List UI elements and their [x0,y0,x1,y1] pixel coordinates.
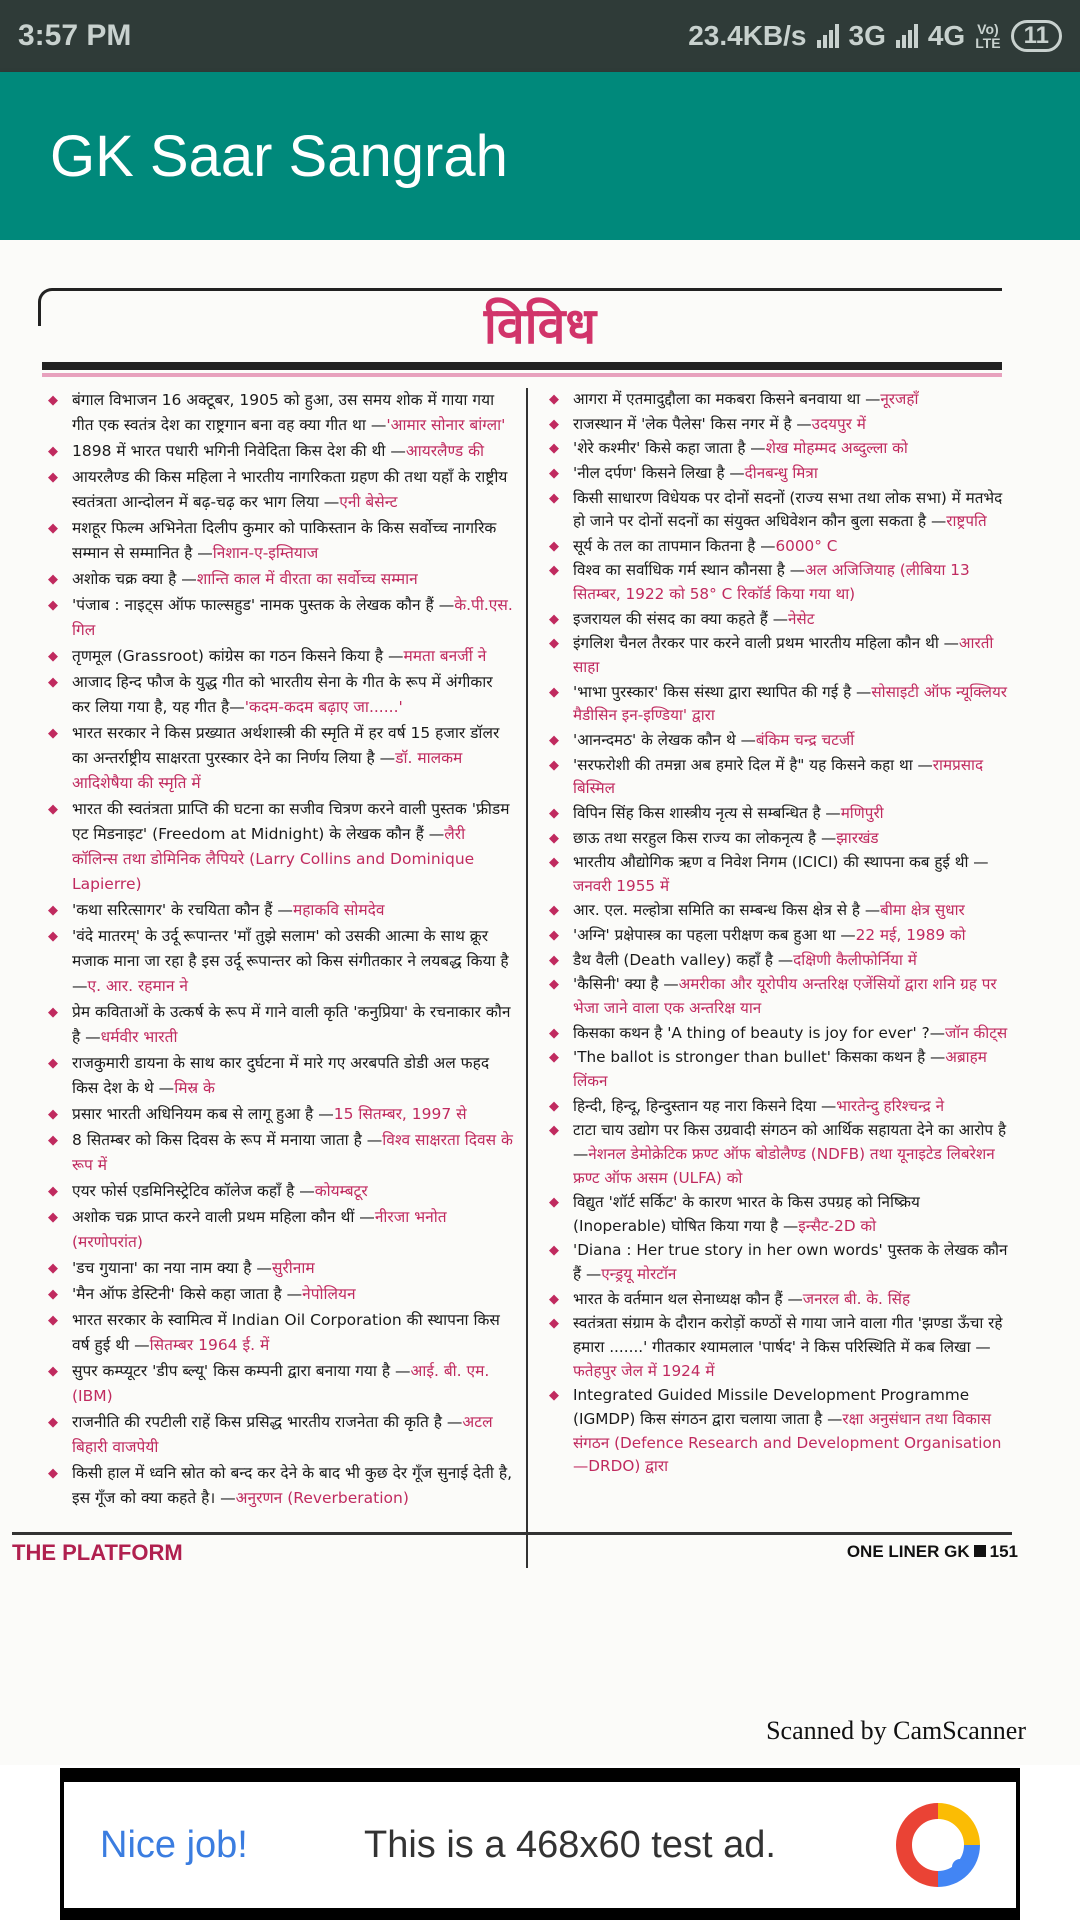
question-item [545,1191,1010,1238]
question-text: भारत सरकार के स्वामित्व में Indian Oil Corporation की स्थापना किस वर्ष हुई थी — [72,1311,500,1354]
question-item [44,1205,514,1255]
bullet-icon: ◆ [48,1210,58,1225]
question-text: भारतीय औद्योगिक ऋण व निवेश निगम (ICICI) की स्थापना कब हुई थी — [573,853,989,872]
question-text: 1898 में भारत पधारी भगिनी निवेदिता किस देश की थी — [72,442,406,460]
answer-text: नीरजा भनोत (मरणोपरांत) [72,1208,447,1251]
answer-text: अनुरणन (Reverberation) [235,1489,409,1507]
square-icon [974,1545,986,1557]
ad-banner-frame [60,1768,1020,1920]
answer-text: इन्सैट-2D को [798,1216,877,1235]
left-question-list [44,388,514,1511]
question-text: 'डच गुयाना' का नया नाम क्या है — [72,1259,272,1277]
bullet-icon: ◆ [48,444,58,459]
left-column [44,388,514,1512]
answer-text: बंकिम चन्द्र चटर्जी [755,730,855,749]
question-text: एयर फोर्स एडमिनिस्ट्रेटिव कॉलेज कहाँ है — [72,1182,315,1200]
bullet-icon: ◆ [48,1107,58,1122]
bullet-icon: ◆ [48,929,58,944]
question-text: 'सरफरोशी की तमन्ना अब हमारे दिल में है" यह किसने कहा था — [573,755,933,774]
question-item [545,1384,1010,1479]
answer-text: मणिपुरी [840,803,884,822]
question-text: मशहूर फिल्म अभिनेता दिलीप कुमार को पाकिस्तान के किस सर्वोच्च नागरिक सम्मान से सम्मानित है — [72,519,497,562]
bullet-icon: ◆ [549,465,559,481]
answer-text: झारखंड [836,828,879,847]
bullet-icon: ◆ [48,1466,58,1481]
answer-text: मिस्र के [174,1079,215,1097]
question-item [545,462,1010,486]
answer-text: महाकवि सोमदेव [292,901,385,919]
answer-text: नेशनल डेमोक्रेटिक फ्रण्ट ऑफ बोडोलैण्ड (NDFB) तथा यूनाइटेड लिबरेशन फ्रण्ट ऑफ असम (ULFA) को [573,1144,995,1187]
question-item [44,797,514,897]
bullet-icon: ◆ [549,392,559,407]
app-bar [0,72,1080,240]
question-item [545,754,1010,801]
answer-text: जॉन कीट्स [944,1023,1008,1042]
question-item [44,1128,514,1178]
answer-text: आई. बी. एम. (IBM) [72,1362,490,1405]
question-text: भारत के वर्तमान थल सेनाध्यक्ष कौन हैं — [573,1289,803,1308]
question-item [545,1239,1010,1286]
bullet-icon: ◆ [549,441,559,457]
question-text: आर. एल. मल्होत्रा समिति का सम्बन्ध किस क्षेत्र से है — [573,901,881,920]
bullet-icon: ◆ [549,977,559,993]
question-item [44,1179,514,1204]
question-text: 'Diana : Her true story in her own words' पुस्तक के लेखक कौन हैं — [573,1241,1008,1284]
question-text: छाऊ तथा सरहुल किस राज्य का लोकनृत्य है — [573,828,837,847]
answer-text: नूरजहाँ [880,390,919,408]
question-item [44,388,514,438]
answer-text: दीनबन्धु मित्रा [744,463,818,482]
bullet-icon: ◆ [549,928,559,944]
question-item [545,681,1010,728]
question-text: डैथ वैली (Death valley) कहाँ है — [573,950,794,969]
question-text: किसी साधारण विधेयक पर दोनों सदनों (राज्य सभा तथा लोक सभा) में मतभेद हो जाने पर दोनों सदनों का संयुक्त अधिवेशन कौन बुला सकता है — [573,488,1003,531]
answer-text: डॉ. मालकम आदिशेषैया की स्मृति में [72,749,463,792]
battery-icon: 11 [1011,20,1062,52]
answer-text: धर्मवीर भारती [100,1028,178,1046]
answer-text: नेसेट [787,609,815,628]
question-item [44,1359,514,1409]
answer-text: बीमा क्षेत्र सुधार [880,901,965,920]
question-text: 'भाभा पुरस्कार' किस संस्था द्वारा स्थापित की गई है — [573,682,872,701]
ad-text[interactable]: This is a 468x60 test ad. [364,1823,776,1866]
app-title: GK Saar Sangrah [50,123,508,189]
bullet-icon: ◆ [48,598,58,613]
bullet-icon: ◆ [549,1316,559,1332]
question-text: राजनीति की रपटीली राहें किस प्रसिद्ध भारतीय राजनेता की कृति है — [72,1413,463,1431]
bullet-icon: ◆ [48,521,58,536]
bullet-icon: ◆ [48,470,58,485]
question-item [545,1288,1010,1312]
question-text: किसका कथन है 'A thing of beauty is joy for ever' ?— [573,1023,945,1042]
question-item [44,465,514,515]
answer-text: अमरीका और यूरोपीय अन्तरिक्ष एजेंसियों द्वारा शनि ग्रह पर भेजा जाने वाला एक अन्तरिक्ष यान [573,975,997,1018]
question-text: विद्युत 'शॉर्ट सर्किट' के कारण भारत के किस उपग्रह को निष्क्रिय (Inoperable) घोषित किया गया है — [573,1193,920,1235]
question-text: भारत की स्वतंत्रता प्राप्ति की घटना का सजीव चित्रण करने वाली पुस्तक 'फ्रीडम एट मिडनाइट' (Freedom at Midnight) के लेखक कौन हैं — [72,800,510,843]
column-divider [526,388,528,1568]
answer-text: जनवरी 1955 में [573,876,670,895]
question-item [44,516,514,566]
question-text: 'आनन्दमठ' के लेखक कौन थे — [573,730,756,749]
answer-text: फतेहपुर जेल में 1924 में [573,1361,715,1380]
question-text: भारत सरकार ने किस प्रख्यात अर्थशास्त्री की स्मृति में हर वर्ष 15 हजार डॉलर का अन्तर्राष्ट्रीय साक्षरता पुरस्कार देने का निर्णय लिया है — [72,724,500,767]
question-item [545,949,1010,973]
answer-text: भारतेन्दु हरिश्चन्द्र ने [836,1096,945,1115]
question-item [545,827,1010,851]
question-text: 'कैसिनी' क्या है — [573,975,679,994]
question-text: प्रेम कविताओं के उत्कर्ष के रूप में गाने वाली कृति 'कनुप्रिया' के रचनाकार कौन है — [72,1003,511,1046]
question-text: तृणमूल (Grassroot) कांग्रेस का गठन किसने किया है — [72,647,404,665]
bullet-icon: ◆ [549,563,559,579]
answer-text: आयरलैण्ड की [405,442,485,460]
question-text: इजरायल की संसद का क्या कहते हैं — [573,609,788,628]
answer-text: लैरी कॉलिन्स तथा डोमिनिक लैपियरे (Larry Collins and Dominique Lapierre) [72,825,475,893]
question-item [545,1022,1010,1046]
question-text: हिन्दी, हिन्दू, हिन्दुस्तान यह नारा किसने दिया — [573,1096,837,1115]
ad-headline[interactable]: Nice job! [100,1823,248,1866]
answer-text: एन्ड्रयू मोरटॉन [601,1265,677,1284]
network-speed: 23.4KB/s [688,20,807,51]
question-text: बंगाल विभाजन 16 अक्टूबर, 1905 को हुआ, उस समय शोक में गाया गया गीत एक स्वतंत्र देश का राष्ट्रगान बना वह क्या गीत था — [72,391,495,434]
question-text: अशोक चक्र क्या है — [72,570,197,588]
volte-icon: Vo) LTE [975,21,1001,51]
answer-text: सितम्बर 1964 ई. में [149,1336,270,1354]
bullet-icon: ◆ [549,1291,559,1307]
question-text: 'पंजाब : नाइट्स ऑफ फाल्सहुड' नामक पुस्तक के लेखक कौन हैं — [72,596,455,614]
footer-rule [12,1532,1012,1535]
bullet-icon: ◆ [48,726,58,741]
right-column [545,388,1010,1480]
question-item [44,1102,514,1127]
bullet-icon: ◆ [48,1287,58,1302]
signal-icon [817,24,839,48]
bullet-icon: ◆ [549,732,559,748]
answer-text: 15 सितम्बर, 1997 से [333,1105,467,1123]
answer-text: नेपोलियन [302,1285,356,1303]
question-item [44,644,514,669]
question-text: 'शेरे कश्मीर' किसे कहा जाता है — [573,439,766,458]
camscanner-watermark: Scanned by CamScanner [766,1716,1026,1745]
question-text: इंगलिश चैनल तैरकर पार करने वाली प्रथम भारतीय महिला कौन थी — [573,634,959,653]
question-text: प्रसार भारती अधिनियम कब से लागू हुआ है — [72,1105,334,1123]
bullet-icon: ◆ [549,830,559,846]
answer-text: अब्राहम लिंकन [573,1048,987,1090]
footer-page-info [847,1542,1018,1562]
question-text: 'नील दर्पण' किसने लिखा है — [573,463,745,482]
question-text: किसी हाल में ध्वनि स्रोत को बन्द कर देने के बाद भी कुछ देर गूँज सुनाई देती है, इस गूँज को क्या कहते है। — [72,1464,513,1507]
answer-text: जनरल बी. के. सिंह [802,1289,911,1308]
section-heading: विविध [483,297,597,355]
question-text: विपिन सिंह किस शास्त्रीय नृत्य से सम्बन्धित है — [573,803,841,822]
bullet-icon: ◆ [48,903,58,918]
answer-text: उदयपुर में [811,414,866,433]
bullet-icon: ◆ [48,1184,58,1199]
question-text: राजकुमारी डायना के साथ कार दुर्घटना में मारे गए अरबपति डोडी अल फहद किस देश के थे — [72,1054,490,1097]
question-item [545,851,1010,898]
question-item [545,729,1010,753]
bullet-icon: ◆ [549,952,559,968]
question-item [545,559,1010,606]
question-item [44,924,514,999]
question-item [44,1256,514,1281]
bullet-icon: ◆ [549,684,559,700]
bullet-icon: ◆ [48,1415,58,1430]
question-item [545,535,1010,559]
question-item [44,1051,514,1101]
answer-text: आरती साहा [573,634,994,677]
question-item [545,973,1010,1020]
bullet-icon: ◆ [48,1261,58,1276]
answer-text: विश्व साक्षरता दिवस के रूप में [72,1131,513,1174]
answer-text: 'आमार सोनार बांग्ला' [386,416,506,434]
question-text: टाटा चाय उद्योग पर किस उग्रवादी संगठन को आर्थिक सहायता देने का आरोप है — [573,1121,1007,1163]
answer-text: ममता बनर्जी ने [403,647,487,665]
signal-icon-2 [896,24,918,48]
question-text: आजाद हिन्द फौज के युद्ध गीत को भारतीय सेना के गीत के रूप में अंगीकार कर लिया गया है, यह गीत है— [72,673,493,716]
question-item [545,608,1010,632]
answer-text: 'कदम-कदम बढ़ाए जा......' [244,698,403,716]
ad-network-logo-icon[interactable] [896,1803,980,1887]
status-bar [0,0,1080,72]
question-text: 'The ballot is stronger than bullet' किसका कथन है — [573,1048,946,1067]
question-item [545,388,1010,412]
bullet-icon: ◆ [549,1050,559,1066]
heading-rule-accent [42,373,1002,377]
question-text: आयरलैण्ड की किस महिला ने भारतीय नागरिकता ग्रहण की तथा यहाँ के राष्ट्रीय स्वतंत्रता आन्दोलन में बढ़-चढ़ कर भाग लिया — [72,468,508,511]
answer-text: कोयम्बटूर [314,1182,368,1200]
answer-text: के.पी.एस. गिल [72,596,513,639]
bullet-icon: ◆ [549,1123,559,1139]
answer-text: अटल बिहारी वाजपेयी [72,1413,493,1456]
question-item [44,1282,514,1307]
question-text: राजस्थान में 'लेक पैलेस' किस नगर में है — [573,414,812,433]
question-text: विश्व का सर्वाधिक गर्म स्थान कौनसा है — [573,561,805,580]
bullet-icon: ◆ [48,1056,58,1071]
bullet-icon: ◆ [549,538,559,554]
question-item [545,1046,1010,1093]
bullet-icon: ◆ [549,855,559,871]
question-item [545,1095,1010,1119]
scanned-page[interactable] [0,240,1080,1765]
bullet-icon: ◆ [48,802,58,817]
question-text: आगरा में एतमादुद्दौला का मकबरा किसने बनवाया था — [573,390,881,408]
footer-publisher: THE PLATFORM [12,1540,183,1565]
question-item [44,1410,514,1460]
bullet-icon: ◆ [48,1005,58,1020]
bullet-icon: ◆ [549,1025,559,1041]
bullet-icon: ◆ [48,1133,58,1148]
answer-text: रामप्रसाद बिस्मिल [573,755,984,798]
question-item [545,802,1010,826]
question-text: स्वतंत्रता संग्राम के दौरान करोड़ों कण्ठों से गाया जाने वाला गीत 'झण्डा ऊँचा रहे हमारा .......' गीतकार श्यामलाल 'पार्षद' ने किस परिस्थिति में कब लिखा — [573,1314,1003,1356]
question-item [545,487,1010,534]
bullet-icon: ◆ [48,393,58,408]
bullet-icon: ◆ [48,675,58,690]
bullet-icon: ◆ [549,416,559,432]
question-item [44,439,514,464]
answer-text: सोसाइटी ऑफ न्यूक्लियर मैडीसिन इन-इण्डिया' द्वारा [573,682,1008,725]
question-item [44,898,514,923]
answer-text: 22 मई, 1989 को [855,926,966,945]
ad-banner[interactable] [64,1782,1016,1908]
network-4g-label: 4G [927,20,966,51]
status-time: 3:57 PM [18,19,132,52]
answer-text: सुरीनाम [271,1259,315,1277]
bullet-icon: ◆ [48,1313,58,1328]
question-text: Integrated Guided Missile Development Programme (IGMDP) किस संगठन द्वारा चलाया जाता है — [573,1386,970,1428]
question-text: अशोक चक्र प्राप्त करने वाली प्रथम महिला कौन थीं — [72,1208,375,1226]
bullet-icon: ◆ [48,572,58,587]
bullet-icon: ◆ [549,1388,559,1404]
question-item [44,1308,514,1358]
question-item [44,1000,514,1050]
bullet-icon: ◆ [549,490,559,506]
bullet-icon: ◆ [48,1364,58,1379]
question-text: 'मैन ऑफ डेस्टिनी' किसे कहा जाता है — [72,1285,303,1303]
answer-text: शान्ति काल में वीरता का सर्वोच्च सम्मान [196,570,418,588]
question-item [545,413,1010,437]
bullet-icon: ◆ [549,1195,559,1211]
question-item [545,1312,1010,1383]
bullet-icon: ◆ [549,757,559,773]
question-text: 'वंदे मातरम्' के उर्दू रूपान्तर 'माँ तुझे सलाम' को उसकी आत्मा के साथ क्रूर मजाक माना जा रहा है इस उर्दू रूपान्तर को किस संगीतकार ने लयबद्ध किया है — [72,927,509,995]
question-text: 'अग्नि' प्रक्षेपास्त्र का पहला परीक्षण कब हुआ था — [573,926,856,945]
question-item [44,567,514,592]
question-item [545,1119,1010,1190]
question-text: 8 सितम्बर को किस दिवस के रूप में मनाया जाता है — [72,1131,383,1149]
network-3g-label: 3G [848,20,886,51]
status-icons [688,20,1062,52]
heading-rule [42,362,1002,370]
right-question-list [545,388,1010,1479]
question-item [545,924,1010,948]
bullet-icon: ◆ [549,903,559,919]
footer-book-title: ONE LINER GK [846,1542,970,1561]
bullet-icon: ◆ [549,805,559,821]
question-item [44,670,514,720]
answer-text: 6000° C [775,536,838,555]
answer-text: रक्षा अनुसंधान तथा विकास संगठन (Defence Research and Development Organisation—DRDO) द्वारा [573,1409,1002,1476]
question-item [545,437,1010,461]
bullet-icon: ◆ [549,636,559,652]
bullet-icon: ◆ [549,611,559,627]
question-item [44,721,514,796]
bullet-icon: ◆ [549,1098,559,1114]
answer-text: राष्ट्रपति [946,512,987,531]
answer-text: दक्षिणी कैलीफोर्निया में [793,950,917,969]
page-number: 151 [989,1542,1018,1561]
question-text: सुपर कम्प्यूटर 'डीप ब्ल्यू' किस कम्पनी द्वारा बनाया गया है — [72,1362,411,1380]
answer-text: अल अजिजियाह (लीबिया 13 सितम्बर, 1922 को 58° C रिकॉर्ड किया गया था) [573,561,970,604]
bullet-icon: ◆ [549,1243,559,1259]
answer-text: शेख मोहम्मद अब्दुल्ला को [765,439,908,458]
answer-text: एनी बेसेन्ट [339,493,398,511]
question-item [44,593,514,643]
answer-text: ए. आर. रहमान ने [87,977,188,995]
question-item [545,632,1010,679]
question-text: सूर्य के तल का तापमान कितना है — [573,536,776,555]
bullet-icon: ◆ [48,649,58,664]
question-item [545,899,1010,923]
question-text: 'कथा सरित्सागर' के रचयिता कौन हैं — [72,901,293,919]
answer-text: निशान-ए-इम्तियाज [212,544,319,562]
question-item [44,1461,514,1511]
